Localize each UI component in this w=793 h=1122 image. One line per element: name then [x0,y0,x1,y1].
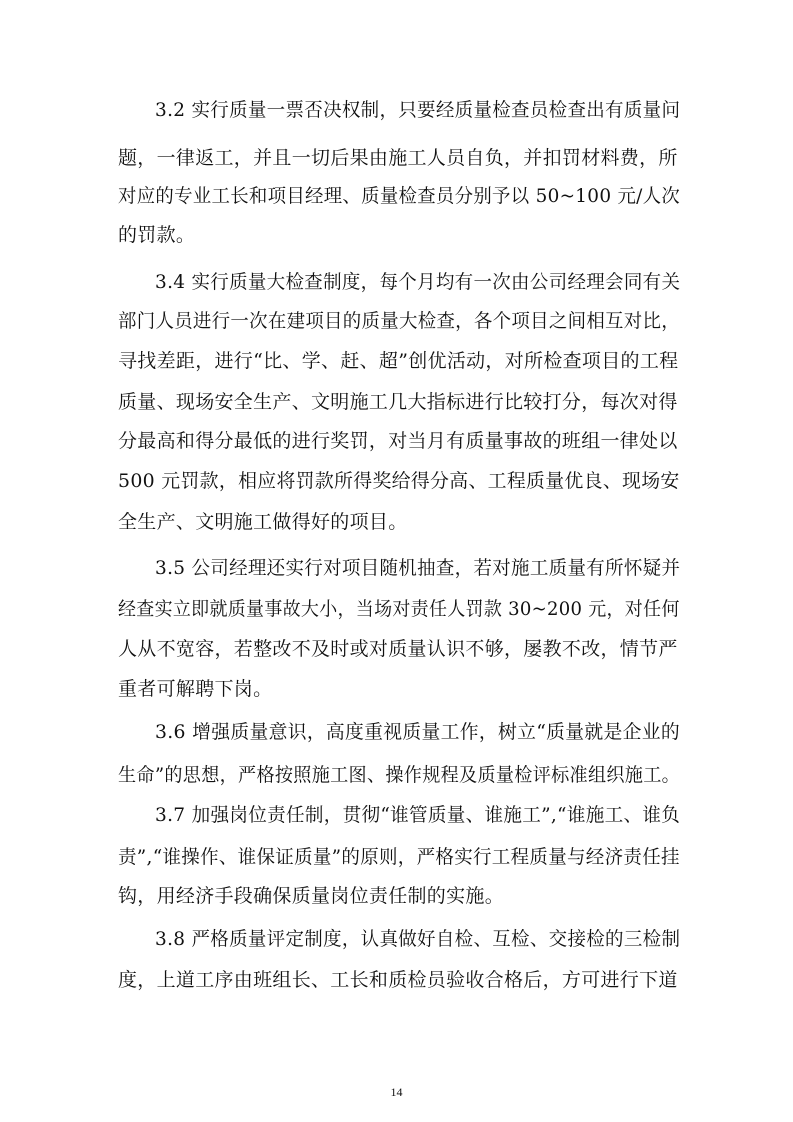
paragraph-3-2-line-3: 对应的专业工长和项目经理、质量检查员分别予以 50~100 元/人次 [118,185,681,207]
page-number: 14 [390,1085,403,1099]
paragraph-3-2-line-4: 的罚款。 [118,224,196,246]
paragraph-3-5-line-2: 经查实立即就质量事故大小，当场对责任人罚款 30~200 元，对任何 [118,598,680,620]
paragraph-3-5-line-1: 3.5 公司经理还实行对项目随机抽查，若对施工质量有所怀疑并 [155,557,681,579]
paragraph-3-4-line-2: 部门人员进行一次在建项目的质量大检查，各个项目之间相互对比， [118,310,680,332]
paragraph-3-8-line-2: 度，上道工序由班组长、工长和质检员验收合格后，方可进行下道 [118,969,678,991]
paragraph-3-4-line-6: 500 元罚款，相应将罚款所得奖给得分高、工程质量优良、现场安 [118,470,680,492]
paragraph-3-6-line-1: 3.6 增强质量意识，高度重视质量工作，树立“质量就是企业的 [155,721,681,743]
paragraph-3-8-line-1: 3.8 严格质量评定制度，认真做好自检、互检、交接检的三检制 [155,928,681,950]
paragraph-3-5-line-3: 人从不宽容，若整改不及时或对质量认识不够，屡教不改，情节严 [118,638,678,660]
paragraph-3-4-line-4: 质量、现场安全生产、文明施工几大指标进行比较打分，每次对得 [118,391,678,413]
paragraph-3-2-line-1: 3.2 实行质量一票否决权制，只要经质量检查员检查出有质量问 [155,99,681,121]
paragraph-3-4-line-3: 寻找差距，进行“比、学、赶、超”创优活动，对所检查项目的工程 [118,350,679,372]
paragraph-3-6-line-2: 生命”的思想，严格按照施工图、操作规程及质量检评标准组织施工。 [118,764,681,786]
paragraph-3-7-line-3: 钩，用经济手段确保质量岗位责任制的实施。 [118,885,505,907]
paragraph-3-7-line-1: 3.7 加强岗位责任制，贯彻“谁管质量、谁施工”,“谁施工、谁负 [155,804,681,826]
paragraph-3-7-line-2: 责”,“谁操作、谁保证质量”的原则，严格实行工程质量与经济责任挂 [118,846,680,868]
paragraph-3-2-line-2: 题，一律返工，并且一切后果由施工人员自负，并扣罚材料费，所 [118,147,678,169]
paragraph-3-4-line-7: 全生产、文明施工做得好的项目。 [118,511,408,533]
paragraph-3-5-line-4: 重者可解聘下岗。 [118,678,273,700]
paragraph-3-4-line-5: 分最高和得分最低的进行奖罚，对当月有质量事故的班组一律处以 [118,430,678,452]
paragraph-3-4-line-1: 3.4 实行质量大检查制度，每个月均有一次由公司经理会同有关 [155,271,681,293]
